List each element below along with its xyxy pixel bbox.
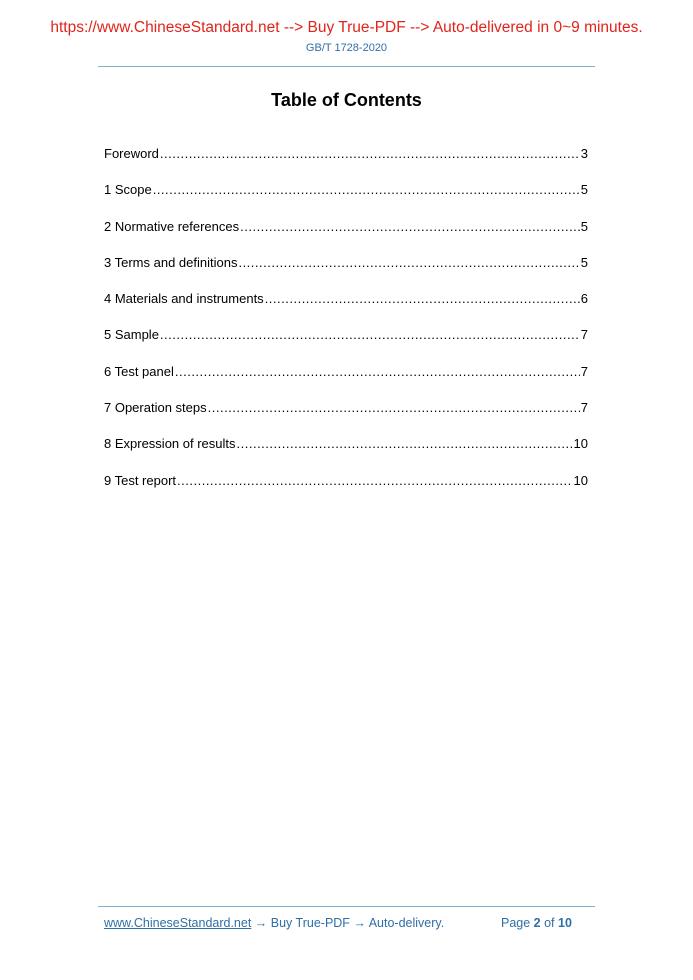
toc-entry-page: 5 [580, 182, 588, 198]
page-of: of [540, 916, 558, 930]
toc-dot-leader [265, 291, 580, 307]
toc-entry-label: 7 Operation steps [104, 400, 207, 416]
header-divider [98, 66, 595, 67]
footer-site-link[interactable]: www.ChineseStandard.net [104, 916, 252, 930]
toc-entry-label: 9 Test report [104, 472, 177, 488]
toc-entry-label: 8 Expression of results [104, 436, 236, 452]
toc-entry-label: 3 Terms and definitions [104, 254, 238, 270]
toc-entry-label: 2 Normative references [104, 218, 240, 234]
toc-dot-leader [208, 400, 580, 416]
toc-entry-page: 7 [580, 400, 588, 416]
toc-entry-operation-steps[interactable] [104, 400, 588, 436]
toc-entry-page: 3 [580, 146, 588, 161]
toc-dot-leader [237, 436, 573, 452]
toc-entry-page: 5 [580, 254, 588, 270]
page-current: 2 [533, 916, 541, 930]
toc-list [104, 146, 588, 509]
toc-entry-page: 7 [580, 363, 588, 379]
footer-promo [104, 916, 444, 931]
toc-entry-materials-and-instruments[interactable] [104, 291, 588, 327]
toc-entry-normative-references[interactable] [104, 219, 588, 255]
toc-entry-scope[interactable] [104, 182, 588, 218]
footer-divider [98, 906, 595, 907]
toc-entry-label: 5 Sample [104, 327, 159, 343]
toc-entry-test-panel[interactable] [104, 364, 588, 400]
toc-entry-page: 10 [573, 472, 588, 488]
toc-entry-page: 6 [580, 291, 588, 307]
toc-dot-leader [240, 219, 580, 235]
toc-entry-label: Foreword [104, 146, 159, 161]
page-prefix: Page [501, 916, 534, 930]
toc-entry-label: 6 Test panel [104, 363, 174, 379]
page-indicator [501, 916, 572, 931]
promo-banner[interactable]: https://www.ChineseStandard.net --> Buy True-PDF --> Auto-delivered in 0~9 minutes. [50, 19, 643, 36]
toc-dot-leader [177, 473, 573, 489]
toc-entry-label: 1 Scope [104, 182, 152, 198]
toc-title: Table of Contents [271, 90, 422, 110]
toc-dot-leader [160, 327, 580, 343]
toc-entry-page: 10 [573, 436, 588, 452]
toc-entry-terms-and-definitions[interactable] [104, 255, 588, 291]
toc-entry-foreword[interactable] [104, 146, 588, 182]
toc-entry-label: 4 Materials and instruments [104, 291, 264, 307]
toc-entry-page: 5 [580, 218, 588, 234]
page-total: 10 [558, 916, 572, 930]
toc-entry-page: 7 [580, 327, 588, 343]
toc-dot-leader [160, 146, 580, 162]
toc-dot-leader [175, 364, 580, 380]
toc-entry-sample[interactable] [104, 327, 588, 363]
footer-tagline: → Buy True-PDF → Auto-delivery. [251, 916, 445, 930]
document-code: GB/T 1728-2020 [305, 42, 388, 54]
toc-entry-expression-of-results[interactable] [104, 436, 588, 472]
toc-dot-leader [238, 255, 579, 271]
toc-entry-test-report[interactable] [104, 473, 588, 509]
toc-dot-leader [153, 182, 580, 198]
